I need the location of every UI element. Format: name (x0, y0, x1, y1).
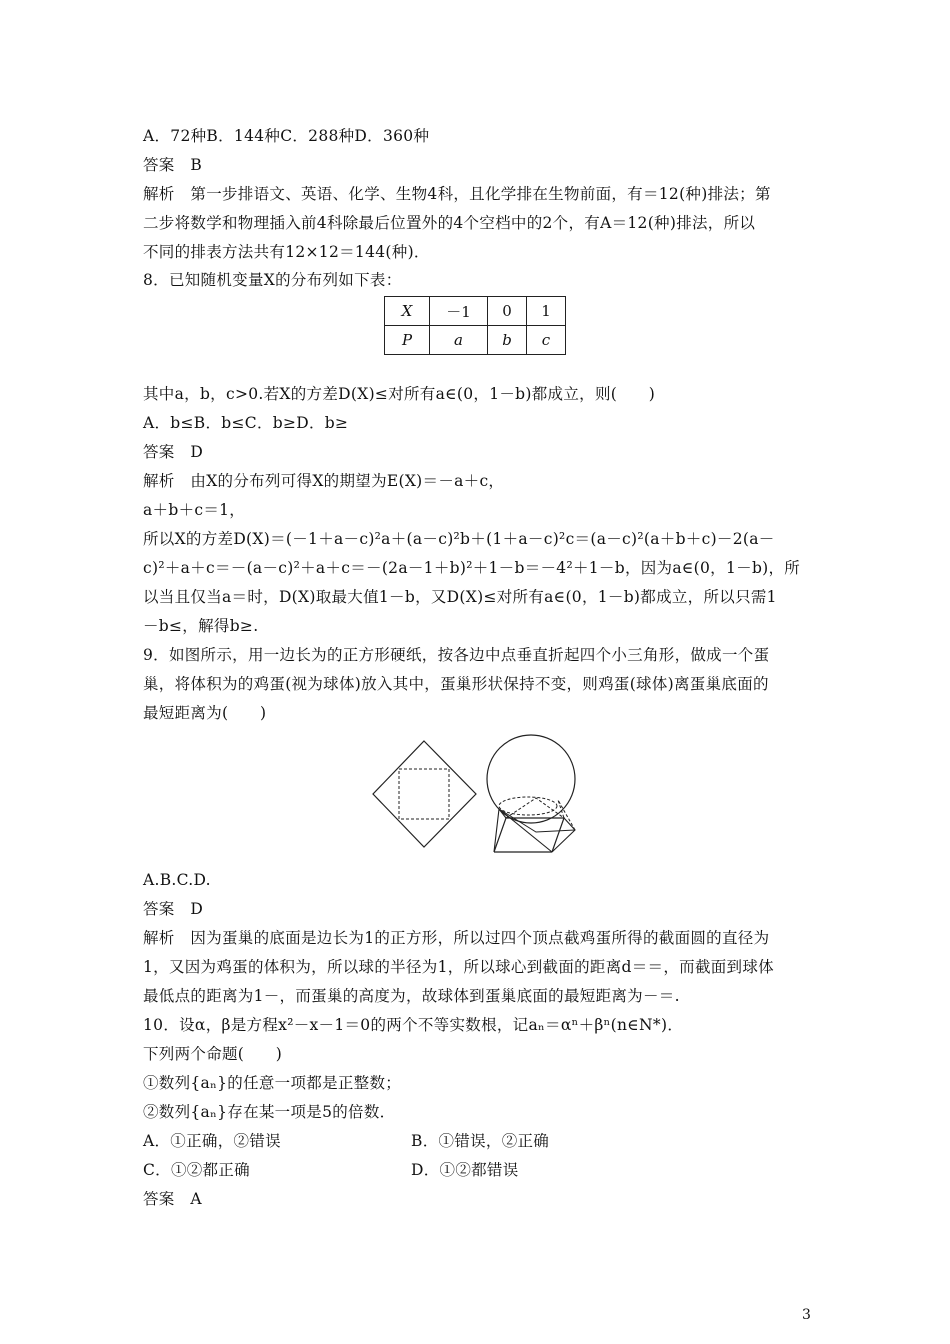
egg-nest-figure (486, 732, 582, 856)
q10-option-d: D．①②都错误 (411, 1161, 519, 1179)
q8-solution-line-6: －b≤，解得b≥. (143, 617, 259, 635)
q7-solution-line-3: 不同的排表方法共有12×12＝144(种)． (143, 243, 430, 261)
table-row (385, 297, 566, 326)
q10-stem: 10．设α，β是方程x²－x－1＝0的两个不等实数根，记aₙ＝αⁿ＋βⁿ(n∈N*)． (143, 1016, 684, 1034)
q9-stem-line-1: 9．如图所示，用一边长为的正方形硬纸，按各边中点垂直折起四个小三角形，做成一个蛋 (143, 646, 770, 664)
q9-solution-line-3: 最低点的距离为1－，而蛋巢的高度为，故球体到蛋巢底面的最短距离为－＝. (143, 987, 680, 1005)
q8-answer: 答案 D (143, 443, 204, 461)
table-cell: b (488, 326, 527, 355)
q7-solution-line-2: 二步将数学和物理插入前4科除最后位置外的4个空档中的2个，有A＝12(种)排法，所以 (143, 214, 756, 232)
q8-solution-line-3: 所以X的方差D(X)＝(－1＋a－c)²a＋(a－c)²b＋(1＋a－c)²c＝(a－c)²(a＋b＋c)－2(a－ (143, 530, 775, 548)
q10-option-a: A．①正确，②错误 (143, 1132, 281, 1150)
q8-condition: 其中a，b，c>0.若X的方差D(X)≤对所有a∈(0，1－b)都成立，则( ) (143, 385, 656, 403)
table-cell: 1 (527, 297, 566, 326)
q9-answer: 答案 D (143, 900, 204, 918)
table-row (385, 326, 566, 355)
q7-options: A．72种B．144种C．288种D．360种 (143, 127, 430, 145)
table-cell: c (527, 326, 566, 355)
q8-solution-line-1: 解析 由X的分布列可得X的期望为E(X)＝－a＋c， (143, 472, 505, 490)
q10-answer: 答案 A (143, 1190, 202, 1208)
q8-solution-line-5: 以当且仅当a＝时，D(X)取最大值1－b，又D(X)≤对所有a∈(0，1－b)都成立，所以只需1 (143, 588, 777, 606)
q9-stem-line-2: 巢，将体积为的鸡蛋(视为球体)放入其中，蛋巢形状保持不变，则鸡蛋(球体)离蛋巢底面的 (143, 675, 769, 693)
table-cell: X (385, 297, 430, 326)
q9-solution-line-2: 1，又因为鸡蛋的体积为，所以球的半径为1，所以球心到截面的距离d＝＝，而截面到球体 (143, 958, 774, 976)
q9-options: A.B.C.D. (143, 871, 211, 889)
q9-solution-line-1: 解析 因为蛋巢的底面是边长为1的正方形，所以过四个顶点截鸡蛋所得的截面圆的直径为 (143, 929, 770, 947)
q10-subprompt: 下列两个命题( ) (143, 1045, 283, 1063)
q8-solution-line-2: a＋b＋c＝1， (143, 501, 246, 519)
q8-options: A．b≤B．b≤C．b≥D．b≥ (143, 414, 349, 432)
q10-option-b: B．①错误，②正确 (411, 1132, 550, 1150)
q10-option-c: C．①②都正确 (143, 1161, 250, 1179)
q10-proposition-1: ①数列{aₙ}的任意一项都是正整数； (143, 1074, 402, 1092)
q7-answer: 答案 B (143, 156, 203, 174)
q8-stem: 8．已知随机变量X的分布列如下表： (143, 271, 402, 289)
q8-solution-line-4: c)²＋a＋c＝－(a－c)²＋a＋c＝－(2a－1＋b)²＋1－b＝－4²＋1－b，因为a∈(0，1－b)，所 (143, 559, 801, 577)
page-number: 3 (802, 1307, 811, 1323)
table-cell: －1 (430, 297, 488, 326)
square-paper-figure (370, 738, 480, 850)
q7-solution-line-1: 解析 第一步排语文、英语、化学、生物4科，且化学排在生物前面，有＝12(种)排法；第 (143, 185, 771, 203)
distribution-table (384, 296, 566, 355)
q9-stem-line-3: 最短距离为( ) (143, 704, 267, 722)
table-cell: 0 (488, 297, 527, 326)
table-cell: a (430, 326, 488, 355)
table-cell: P (385, 326, 430, 355)
q10-proposition-2: ②数列{aₙ}存在某一项是5的倍数． (143, 1103, 396, 1121)
